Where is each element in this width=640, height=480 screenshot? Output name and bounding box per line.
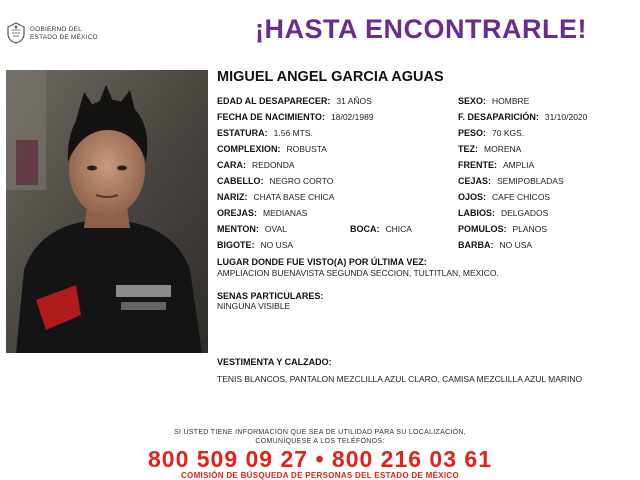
field-labios — [458, 208, 548, 218]
field-value: SEMIPOBLADAS — [497, 176, 564, 186]
contact-message-line-1: SI USTED TIENE INFORMACIÓN QUE SEA DE UTILIDAD PARA SU LOCALIZACIÓN, — [173, 429, 467, 436]
person-photo-illustration — [6, 70, 208, 353]
field-value: 31 AÑOS — [336, 96, 372, 106]
clothing-label: VESTIMENTA Y CALZADO: — [217, 357, 332, 367]
state-seal-icon — [6, 22, 26, 44]
field-label: FRENTE: — [458, 160, 497, 170]
field-edad — [217, 96, 372, 106]
field-label: CEJAS: — [458, 176, 492, 186]
field-label: FECHA DE NACIMIENTO: — [217, 112, 325, 122]
field-peso — [458, 128, 524, 138]
field-nariz — [217, 192, 334, 202]
field-value: NEGRO CORTO — [269, 176, 334, 186]
field-ojos — [458, 192, 550, 202]
logo-text — [30, 26, 98, 41]
field-value: PLANOS — [512, 224, 547, 234]
government-logo — [6, 22, 116, 46]
field-label: BOCA: — [350, 224, 380, 234]
field-value: AMPLIA — [503, 160, 535, 170]
field-value: MORENA — [484, 144, 522, 154]
field-label: OJOS: — [458, 192, 487, 202]
field-cabello — [217, 176, 333, 186]
field-label: SEXO: — [458, 96, 487, 106]
banner-title: ¡HASTA ENCONTRARLE! — [255, 14, 587, 44]
field-value: HOMBRE — [492, 96, 530, 106]
last-seen-value: AMPLIACION BUENAVISTA SEGUNDA SECCION, TULTITLAN, MEXICO. — [217, 268, 499, 278]
field-value: ROBUSTA — [286, 144, 327, 154]
phone-numbers: 800 509 09 27 • 800 216 03 61 — [147, 446, 492, 472]
person-photo — [6, 70, 208, 353]
field-value: 70 KGS. — [492, 128, 525, 138]
field-label: ESTATURA: — [217, 128, 268, 138]
field-value: CHATA BASE CHICA — [253, 192, 335, 202]
field-cejas — [458, 176, 564, 186]
field-sexo — [458, 96, 529, 106]
contact-message-line-2: COMUNÍQUESE A LOS TELÉFONOS: — [255, 438, 385, 445]
field-value: CHICA — [385, 224, 412, 234]
field-label: OREJAS: — [217, 208, 258, 218]
field-fecha-nacimiento — [217, 112, 374, 122]
field-boca — [350, 224, 412, 234]
marks-label: SENAS PARTICULARES: — [217, 291, 324, 301]
field-value: DELGADOS — [501, 208, 549, 218]
field-barba — [458, 240, 532, 250]
field-value: CAFE CHICOS — [492, 192, 551, 202]
field-label: TEZ: — [458, 144, 478, 154]
field-value: OVAL — [264, 224, 287, 234]
field-label: NARIZ: — [217, 192, 248, 202]
field-label: COMPLEXION: — [217, 144, 281, 154]
field-tez — [458, 144, 521, 154]
field-label: POMULOS: — [458, 224, 507, 234]
field-value: 18/02/1989 — [331, 112, 374, 122]
field-menton — [217, 224, 287, 234]
field-cara — [217, 160, 295, 170]
commission-name: COMISIÓN DE BÚSQUEDA DE PERSONAS DEL ESTADO DE MÉXICO — [180, 471, 459, 480]
field-value: NO USA — [499, 240, 533, 250]
field-estatura — [217, 128, 313, 138]
field-frente — [458, 160, 534, 170]
field-label: CARA: — [217, 160, 246, 170]
clothing-value: TENIS BLANCOS, PANTALON MEZCLILLA AZUL CLARO, CAMISA MEZCLILLA AZUL MARINO — [217, 374, 583, 384]
logo-line-2: ESTADO DE MÉXICO — [30, 33, 98, 41]
logo-line-1: GOBIERNO DEL — [30, 26, 82, 33]
field-label: LABIOS: — [458, 208, 495, 218]
person-name: MIGUEL ANGEL GARCIA AGUAS — [217, 69, 444, 85]
field-label: BARBA: — [458, 240, 494, 250]
field-pomulos — [458, 224, 547, 234]
field-value: NO USA — [260, 240, 294, 250]
field-label: MENTON: — [217, 224, 259, 234]
field-label: EDAD AL DESAPARECER: — [217, 96, 331, 106]
field-value: REDONDA — [252, 160, 295, 170]
field-label: F. DESAPARICIÓN: — [458, 112, 539, 122]
field-value: 31/10/2020 — [544, 112, 588, 122]
field-value: 1.56 MTS. — [273, 128, 313, 138]
field-orejas — [217, 208, 307, 218]
field-label: BIGOTE: — [217, 240, 255, 250]
last-seen-label: LUGAR DONDE FUE VISTO(A) POR ÚLTIMA VEZ: — [217, 257, 427, 267]
field-value: MEDIANAS — [263, 208, 308, 218]
field-bigote — [217, 240, 293, 250]
field-label: PESO: — [458, 128, 487, 138]
field-complexion — [217, 144, 327, 154]
marks-value: NINGUNA VISIBLE — [217, 301, 291, 311]
field-label: CABELLO: — [217, 176, 264, 186]
field-fecha-desaparicion — [458, 112, 587, 122]
